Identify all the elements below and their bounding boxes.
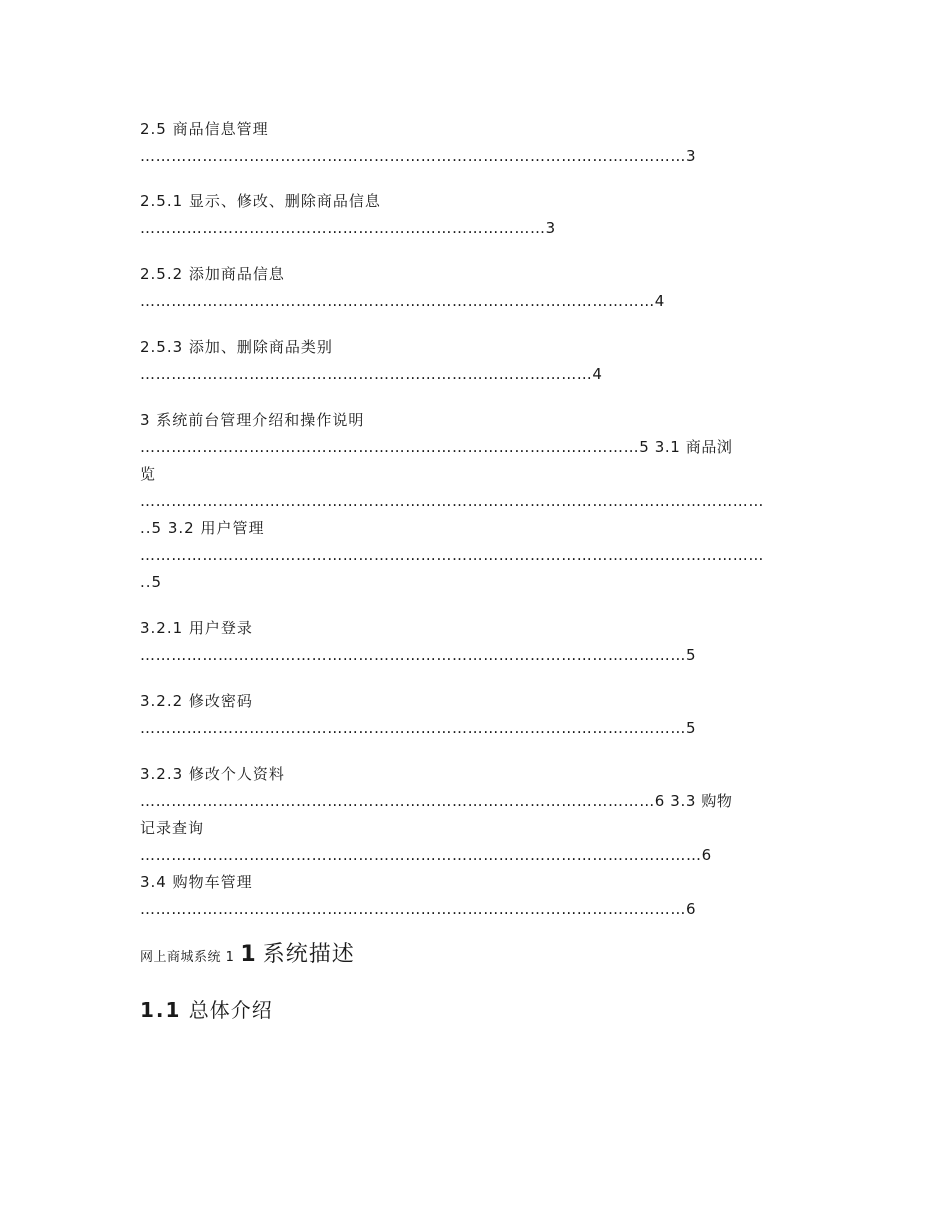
toc-leader-3-2-3: ………………………………………………………………………………………6 3.3 购物	[140, 792, 733, 810]
toc-leader-2-5-1: ……………………………………………………………………3	[140, 219, 556, 237]
heading-1-title: 系统描述	[262, 942, 355, 967]
toc-title-3-2-3: 3.2.3 修改个人资料	[140, 765, 285, 783]
toc-leader-3-3: ………………………………………………………………………………………………6	[140, 846, 712, 864]
toc-leader-3-4: ……………………………………………………………………………………………6	[140, 900, 697, 918]
toc-title-2-5-2: 2.5.2 添加商品信息	[140, 265, 285, 283]
running-head-line	[140, 940, 355, 973]
toc-leader-3-2-2: ……………………………………………………………………………………………5	[140, 719, 697, 737]
heading-1-1-title: 总体介绍	[188, 998, 273, 1022]
toc-title-2-5: 2.5 商品信息管理	[140, 120, 269, 138]
toc-leader-2-5: ……………………………………………………………………………………………3	[140, 147, 697, 165]
heading-1-1-number: 1.1	[140, 998, 182, 1022]
running-head: 网上商城系统 1	[140, 950, 235, 965]
toc-leader-2-5-3: ……………………………………………………………………………4	[140, 365, 603, 383]
toc-title-3-2-2: 3.2.2 修改密码	[140, 692, 253, 710]
toc-wrap-3-3: 记录查询	[140, 819, 205, 837]
toc-leader-2-5-2: ………………………………………………………………………………………4	[140, 292, 665, 310]
toc-title-2-5-3: 2.5.3 添加、删除商品类别	[140, 338, 333, 356]
toc-leader-3-2: …………………………………………………………………………………………………………	[140, 546, 764, 564]
toc-title-3-2-1: 3.2.1 用户登录	[140, 619, 253, 637]
toc-leader-3: ……………………………………………………………………………………5 3.1 商品浏	[140, 438, 733, 456]
toc-title-3-4: 3.4 购物车管理	[140, 873, 253, 891]
toc-wrap-3-2-end: ..5	[140, 573, 163, 591]
toc-wrap-3-1: 览	[140, 465, 157, 483]
toc-leader-3-1: …………………………………………………………………………………………………………	[140, 492, 764, 510]
toc-leader-3-2-1: ……………………………………………………………………………………………5	[140, 646, 697, 664]
heading-1-number: 1	[240, 942, 257, 967]
toc-wrap-3-2: ..5 3.2 用户管理	[140, 519, 265, 537]
toc-title-3: 3 系统前台管理介绍和操作说明	[140, 411, 365, 429]
heading-1-1	[140, 997, 273, 1023]
toc-title-2-5-1: 2.5.1 显示、修改、删除商品信息	[140, 192, 381, 210]
